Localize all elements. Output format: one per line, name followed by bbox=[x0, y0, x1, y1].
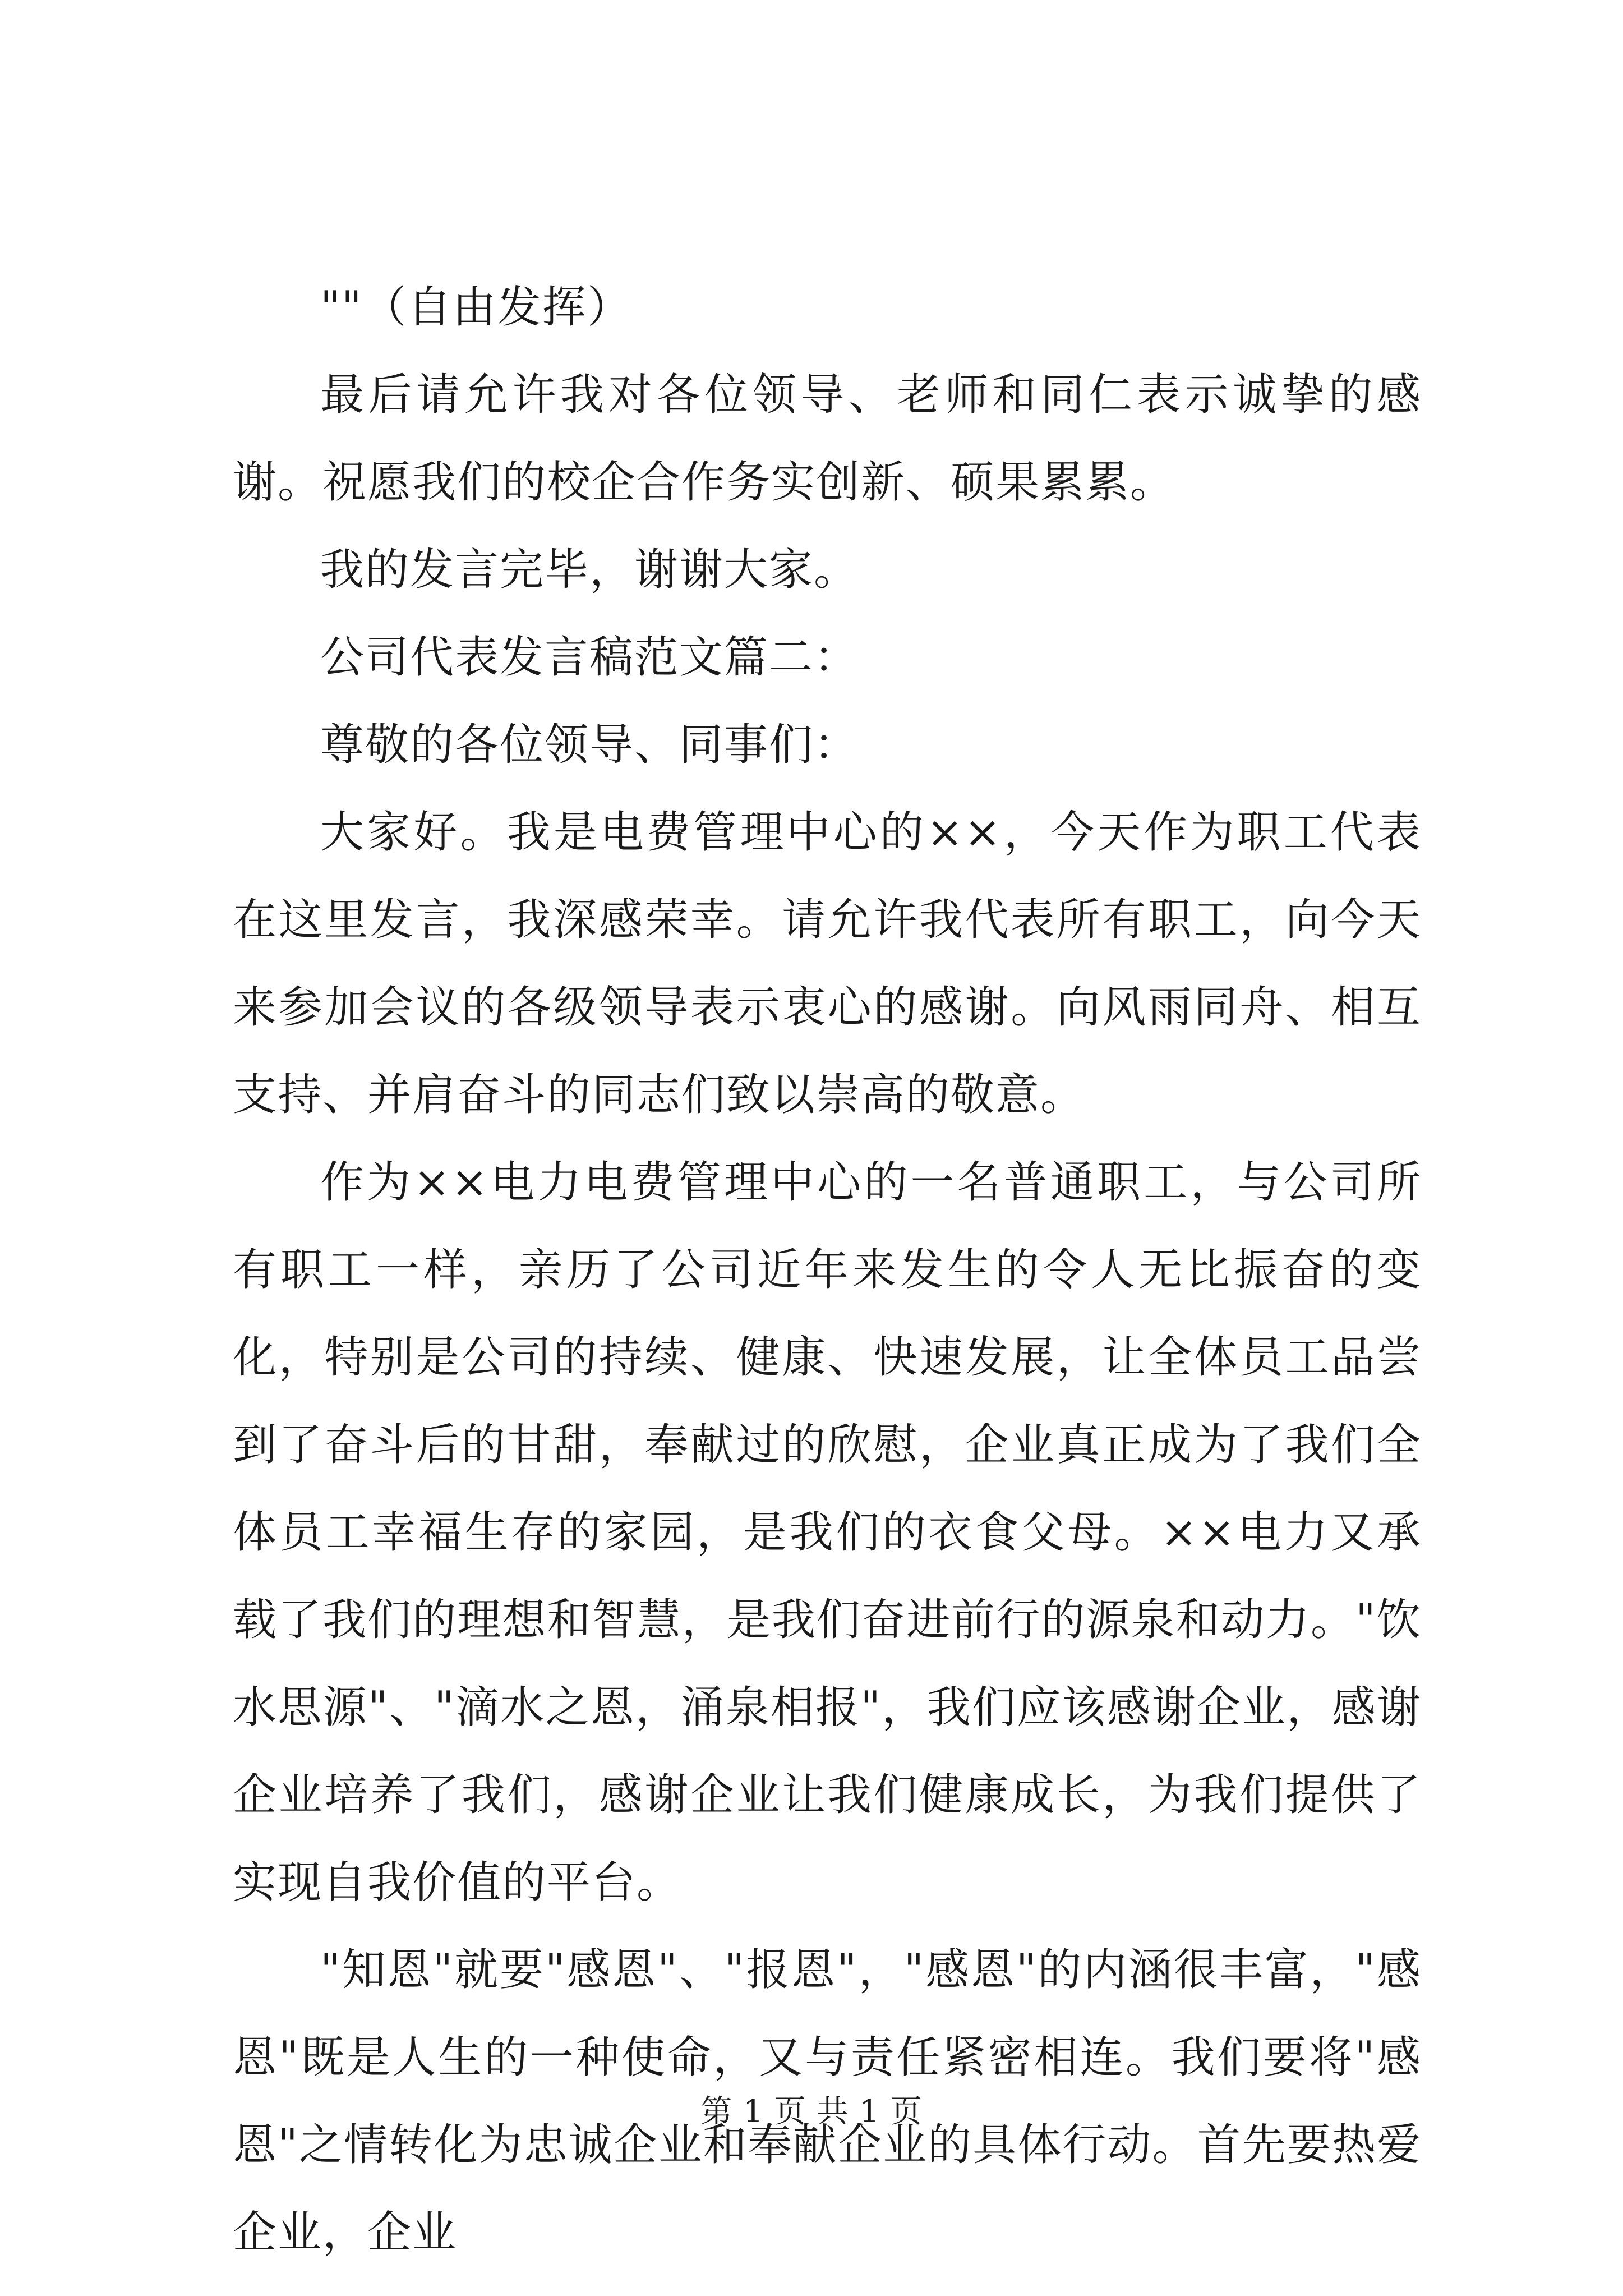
paragraph-free-play: ""（自由发挥） bbox=[320, 282, 632, 333]
paragraph-closing: 我的发言完毕，谢谢大家。 bbox=[320, 545, 859, 595]
section-heading: 公司代表发言稿范文篇二： bbox=[320, 632, 859, 683]
paragraph-gratitude: "知恩"就要"感恩"、"报恩"，"感恩"的内涵很丰富，"感恩"既是人生的一种使命，又与责任紧密相连。我们要将"感恩"之情转化为忠诚企业和奉献企业的具体行动。首先要热爱企业，企业 bbox=[233, 1945, 1422, 2258]
paragraph-company-development: 作为××电力电费管理中心的一名普通职工，与公司所有职工一样，亲历了公司近年来发生的令人无比振奋的变化，特别是公司的持续、健康、快速发展，让全体员工品尝到了奋斗后的甘甜，奉献过的欣慰，企业真正成为了我们全体员工幸福生存的家园，是我们的衣食父母。××电力又承载了我们的理想和智慧，是我们奋进前行的源泉和动力。"饮水思源"、"滴水之恩，涌泉相报"，我们应该感谢企业，感谢企业培养了我们，感谢企业让我们健康成长，为我们提供了实现自我价值的平台。 bbox=[233, 1157, 1422, 1908]
paragraph-greeting: 大家好。我是电费管理中心的××，今天作为职工代表在这里发言，我深感荣幸。请允许我代表所有职工，向今天来参加会议的各级领导表示衷心的感谢。向风雨同舟、相互支持、并肩奋斗的同志们致以崇高的敬意。 bbox=[233, 807, 1422, 1120]
paragraph-thanks: 最后请允许我对各位领导、老师和同仁表示诚挚的感谢。祝愿我们的校企合作务实创新、硕果累累。 bbox=[233, 370, 1422, 508]
page-footer: 第 1 页 共 1 页 bbox=[700, 2093, 923, 2130]
document-body bbox=[233, 264, 1422, 2276]
salutation: 尊敬的各位领导、同事们： bbox=[320, 720, 859, 770]
